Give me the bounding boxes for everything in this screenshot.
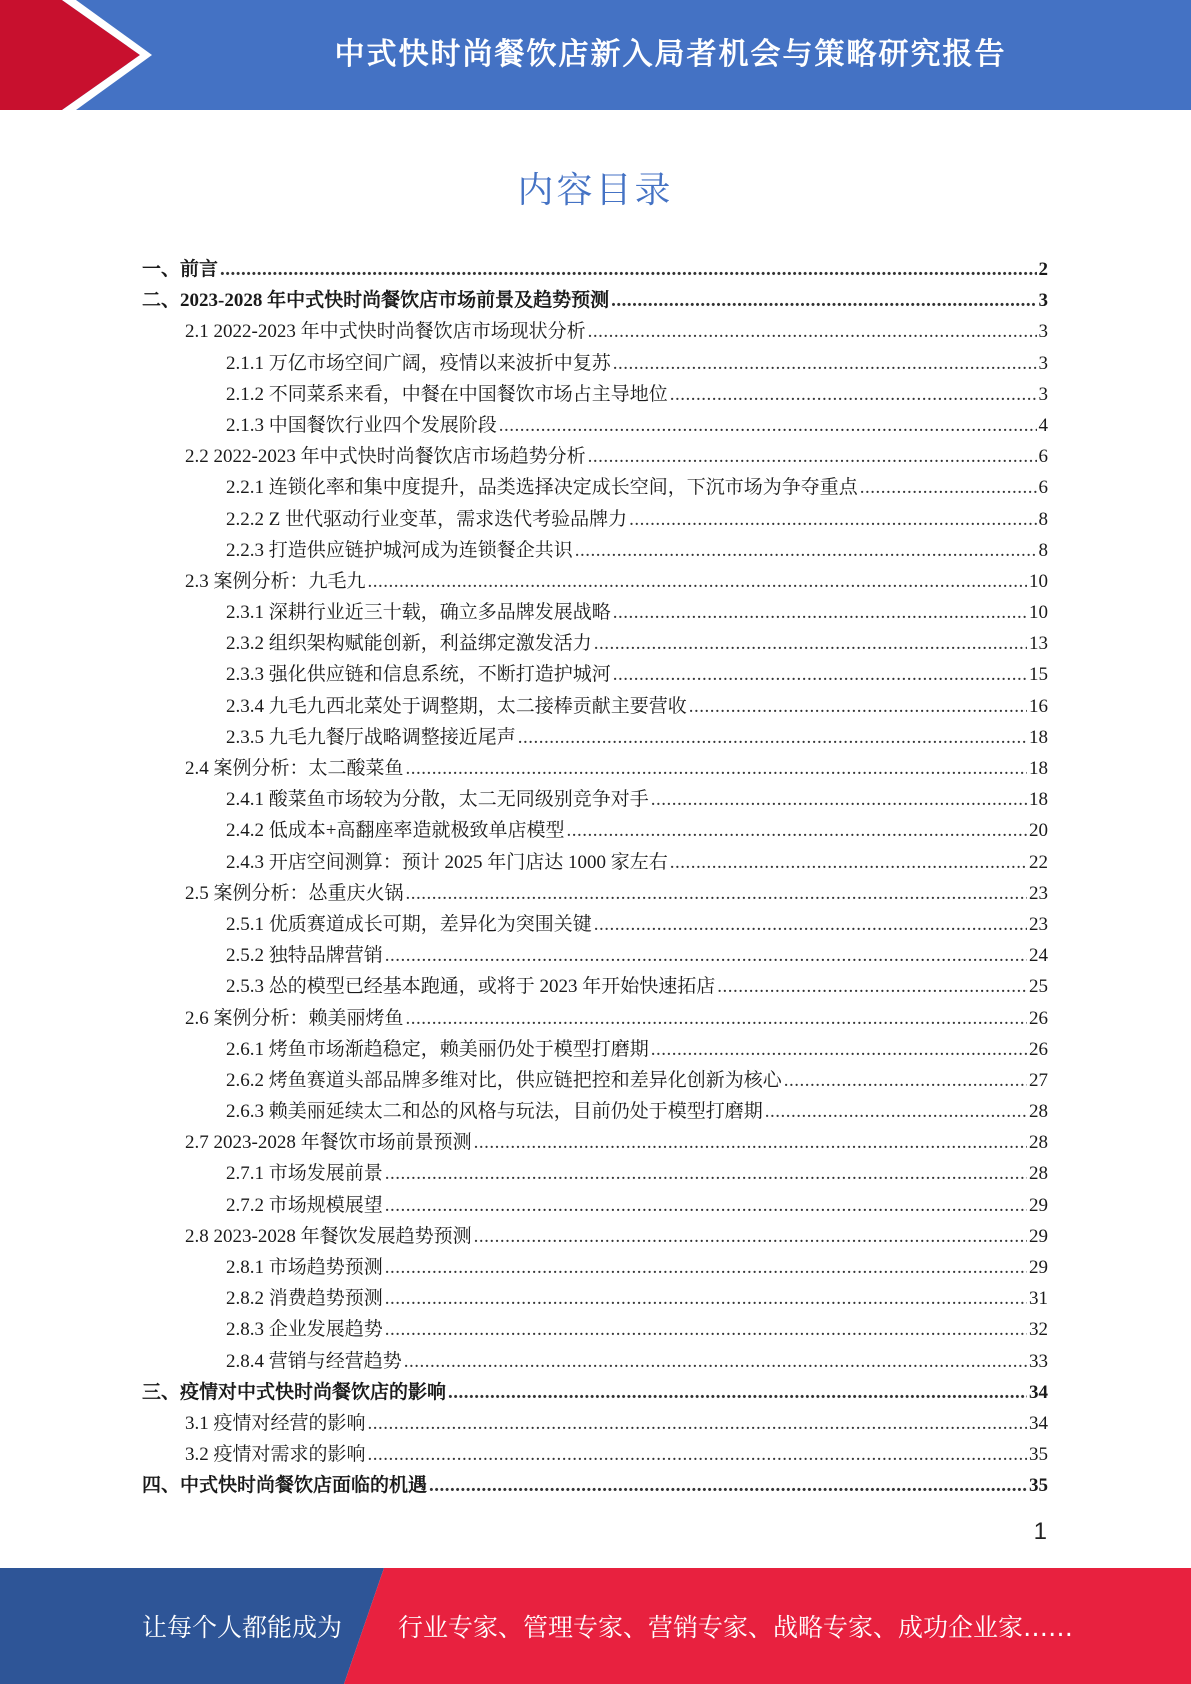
toc-entry-page: 34 [1029,1381,1048,1403]
toc-entry-title: 2.1.1 万亿市场空间广阔，疫情以来波折中复苏 [226,352,611,374]
toc-entry-page: 28 [1029,1101,1048,1123]
toc-entry[interactable] [142,441,1048,472]
toc-entry[interactable] [142,659,1048,690]
toc-dot-leader [651,789,1027,811]
toc-entry[interactable] [142,1065,1048,1096]
toc-entry-page: 35 [1029,1475,1048,1497]
toc-entry-page: 3 [1038,352,1048,374]
toc-dot-leader [404,1351,1027,1373]
toc-heading: 内容目录 [517,170,674,211]
toc-dot-leader [368,571,1027,593]
toc-dot-leader [220,259,1036,281]
toc-dot-leader [406,758,1027,780]
toc-entry-title: 2.5.2 独特品牌营销 [226,945,383,967]
toc-entry-page: 18 [1029,726,1048,748]
toc-dot-leader [670,384,1037,406]
toc-entry-page: 15 [1029,664,1048,686]
toc-entry[interactable] [142,878,1048,909]
footer-slogan-left: 让每个人都能成为 [142,1613,343,1642]
toc-entry[interactable] [142,566,1048,597]
toc-entry-page: 25 [1029,976,1048,998]
toc-entry-title: 四、中式快时尚餐饮店面临的机遇 [142,1475,428,1497]
toc-entry-page: 26 [1029,1038,1048,1060]
toc-dot-leader [629,509,1036,531]
toc-entry-title: 2.3.2 组织架构赋能创新，利益绑定激发活力 [226,633,592,655]
toc-entry-title: 2.8 2023-2028 年餐饮发展趋势预测 [185,1225,472,1247]
toc-dot-leader [385,1257,1027,1279]
toc-entry-page: 23 [1029,913,1048,935]
toc-dot-leader [474,1226,1027,1248]
toc-entry-title: 一、前言 [142,259,219,280]
toc-entry-title: 2.1 2022-2023 年中式快时尚餐饮店市场现状分析 [185,321,586,343]
toc-entry-title: 3.2 疫情对需求的影响 [185,1444,366,1466]
toc-dot-leader [588,321,1037,343]
toc-entry[interactable] [142,472,1048,503]
toc-dot-leader [613,664,1027,686]
toc-entry[interactable] [142,1034,1048,1065]
toc-entry[interactable] [142,722,1048,753]
toc-entry-title: 2.4.2 低成本+高翻座率造就极致单店模型 [226,820,565,842]
toc-entry[interactable] [142,784,1048,815]
footer-banner [0,1568,1191,1684]
toc-entry-page: 3 [1038,383,1048,405]
toc-dot-leader [368,1444,1027,1466]
toc-entry-page: 6 [1038,446,1048,468]
toc-entry[interactable] [142,1127,1048,1158]
toc-dot-leader [518,727,1027,749]
toc-dot-leader [474,1132,1027,1154]
toc-entry-title: 2.5 案例分析：怂重庆火锅 [185,882,404,904]
toc-entry[interactable] [142,1470,1048,1501]
toc-entry-title: 2.6.3 赖美丽延续太二和怂的风格与玩法，目前仍处于模型打磨期 [226,1101,763,1123]
toc-entry[interactable] [142,1158,1048,1189]
toc-entry[interactable] [142,597,1048,628]
toc-entry[interactable] [142,909,1048,940]
toc-dot-leader [385,1195,1027,1217]
page-number: 1 [1033,1518,1047,1545]
toc-entry-page: 22 [1029,851,1048,873]
toc-entry-title: 三、疫情对中式快时尚餐饮店的影响 [142,1381,447,1403]
report-title: 中式快时尚餐饮店新入局者机会与策略研究报告 [334,37,1007,72]
toc-entry-page: 33 [1029,1350,1048,1372]
toc-entry-title: 2.3.1 深耕行业近三十载，确立多品牌发展战略 [226,602,611,624]
toc-entry[interactable] [142,1096,1048,1127]
toc-dot-leader [594,914,1027,936]
toc-entry-title: 2.4.1 酸菜鱼市场较为分散，太二无同级别竞争对手 [226,789,649,811]
toc-entry-title: 2.8.4 营销与经营趋势 [226,1350,402,1372]
toc-entry[interactable] [142,940,1048,971]
toc-entry-page: 6 [1038,477,1048,499]
toc-entry-title: 2.2.1 连锁化率和集中度提升，品类选择决定成长空间，下沉市场为争夺重点 [226,477,858,499]
toc-entry[interactable] [142,971,1048,1002]
toc-entry-page: 8 [1038,508,1048,530]
toc-entry[interactable] [142,628,1048,659]
toc-dot-leader [385,945,1027,967]
toc-entry-title: 2.5.3 怂的模型已经基本跑通，或将于 2023 年开始快速拓店 [226,976,716,998]
toc-entry-title: 2.6.2 烤鱼赛道头部品牌多维对比，供应链把控和差异化创新为核心 [226,1069,782,1091]
toc-dot-leader [385,1319,1027,1341]
toc-dot-leader [448,1382,1027,1404]
toc-entry-page: 8 [1038,539,1048,561]
toc-entry-page: 10 [1029,602,1048,624]
toc-entry[interactable] [142,1190,1048,1221]
toc-dot-leader [613,602,1027,624]
toc-entry-title: 2.7.1 市场发展前景 [226,1163,383,1185]
toc-dot-leader [406,1008,1027,1030]
toc-entry-page: 35 [1029,1444,1048,1466]
toc-entry-page: 34 [1029,1412,1048,1434]
toc-entry[interactable] [142,1003,1048,1034]
toc-entry-title: 2.7 2023-2028 年餐饮市场前景预测 [185,1132,472,1154]
toc-entry-page: 20 [1029,820,1048,842]
toc-entry[interactable] [142,316,1048,347]
toc-entry[interactable] [142,1439,1048,1470]
toc-entry[interactable] [142,753,1048,784]
toc-entry-title: 2.5.1 优质赛道成长可期，差异化为突围关键 [226,913,592,935]
toc-entry-title: 2.1.3 中国餐饮行业四个发展阶段 [226,414,497,436]
toc-entry[interactable] [142,1377,1048,1408]
toc-dot-leader [588,446,1037,468]
toc-entry-page: 27 [1029,1069,1048,1091]
toc-entry-page: 29 [1029,1225,1048,1247]
toc-entry-page: 29 [1029,1257,1048,1278]
toc-entry[interactable] [142,691,1048,722]
toc-entry[interactable] [142,535,1048,566]
toc-entry-page: 24 [1029,945,1048,967]
toc-entry-page: 16 [1029,695,1048,717]
toc-dot-leader [368,1413,1027,1435]
table-of-contents [142,254,1048,1502]
toc-entry-title: 2.4.3 开店空间测算：预计 2025 年门店达 1000 家左右 [226,851,668,873]
toc-dot-leader [689,696,1027,718]
toc-dot-leader [429,1475,1027,1497]
toc-entry-page: 31 [1029,1288,1048,1310]
toc-entry[interactable] [142,815,1048,846]
toc-entry-page: 18 [1029,758,1048,779]
toc-dot-leader [594,633,1027,655]
toc-dot-leader [406,883,1027,905]
toc-entry-page: 23 [1029,882,1048,904]
toc-dot-leader [499,415,1037,437]
toc-entry[interactable] [142,1252,1048,1283]
toc-entry-title: 3.1 疫情对经营的影响 [185,1412,366,1434]
toc-dot-leader [765,1101,1027,1123]
toc-entry-page: 10 [1029,570,1048,592]
toc-entry[interactable] [142,379,1048,410]
toc-entry-title: 2.3.4 九毛九西北菜处于调整期，太二接棒贡献主要营收 [226,695,687,717]
toc-dot-leader [611,290,1036,312]
toc-dot-leader [613,353,1037,375]
toc-dot-leader [385,1163,1027,1185]
toc-dot-leader [566,820,1027,842]
toc-entry[interactable] [142,410,1048,441]
toc-dot-leader [670,852,1027,874]
toc-entry-page: 18 [1029,789,1048,811]
toc-entry-title: 2.3.3 强化供应链和信息系统，不断打造护城河 [226,664,611,686]
toc-dot-leader [860,477,1037,499]
toc-dot-leader [385,1288,1027,1310]
toc-entry[interactable] [142,254,1048,285]
header-banner [0,0,1191,110]
toc-entry-title: 2.3.5 九毛九餐厅战略调整接近尾声 [226,726,516,748]
toc-entry-title: 2.1.2 不同菜系来看，中餐在中国餐饮市场占主导地位 [226,383,668,405]
footer-slogan-right: 行业专家、管理专家、营销专家、战略专家、成功企业家…… [398,1613,1074,1642]
toc-entry[interactable] [142,1283,1048,1314]
toc-entry-page: 13 [1029,633,1048,655]
toc-entry-page: 4 [1038,414,1048,436]
toc-dot-leader [575,540,1037,562]
toc-entry-title: 2.6 案例分析：赖美丽烤鱼 [185,1007,404,1029]
toc-entry-page: 26 [1029,1007,1048,1029]
toc-entry-page: 29 [1029,1194,1048,1216]
toc-entry-title: 2.7.2 市场规模展望 [226,1194,383,1216]
toc-entry[interactable] [142,504,1048,535]
toc-entry-page: 32 [1029,1319,1048,1341]
toc-entry-title: 2.8.2 消费趋势预测 [226,1288,383,1310]
toc-entry[interactable] [142,1314,1048,1345]
toc-entry-page: 3 [1038,321,1048,343]
toc-entry-title: 2.6.1 烤鱼市场渐趋稳定，赖美丽仍处于模型打磨期 [226,1038,649,1060]
toc-entry-title: 2.2.3 打造供应链护城河成为连锁餐企共识 [226,539,573,561]
toc-entry-title: 2.3 案例分析：九毛九 [185,570,366,592]
toc-entry-page: 3 [1038,290,1048,312]
toc-entry[interactable] [142,1346,1048,1377]
toc-entry-page: 28 [1029,1163,1048,1185]
toc-entry-title: 2.8.1 市场趋势预测 [226,1257,383,1278]
toc-entry[interactable] [142,1408,1048,1439]
toc-entry-title: 二、2023-2028 年中式快时尚餐饮店市场前景及趋势预测 [142,290,610,312]
toc-entry-title: 2.2.2 Z 世代驱动行业变革，需求迭代考验品牌力 [226,508,628,530]
toc-entry[interactable] [142,1221,1048,1252]
toc-entry-title: 2.2 2022-2023 年中式快时尚餐饮店市场趋势分析 [185,446,586,468]
toc-entry[interactable] [142,847,1048,878]
toc-entry[interactable] [142,348,1048,379]
toc-entry-title: 2.4 案例分析：太二酸菜鱼 [185,758,404,779]
toc-dot-leader [717,976,1027,998]
toc-entry-page: 28 [1029,1132,1048,1154]
toc-entry-page: 2 [1038,259,1048,280]
toc-entry-title: 2.8.3 企业发展趋势 [226,1319,383,1341]
toc-dot-leader [651,1039,1027,1061]
toc-dot-leader [784,1070,1027,1092]
toc-entry[interactable] [142,285,1048,316]
